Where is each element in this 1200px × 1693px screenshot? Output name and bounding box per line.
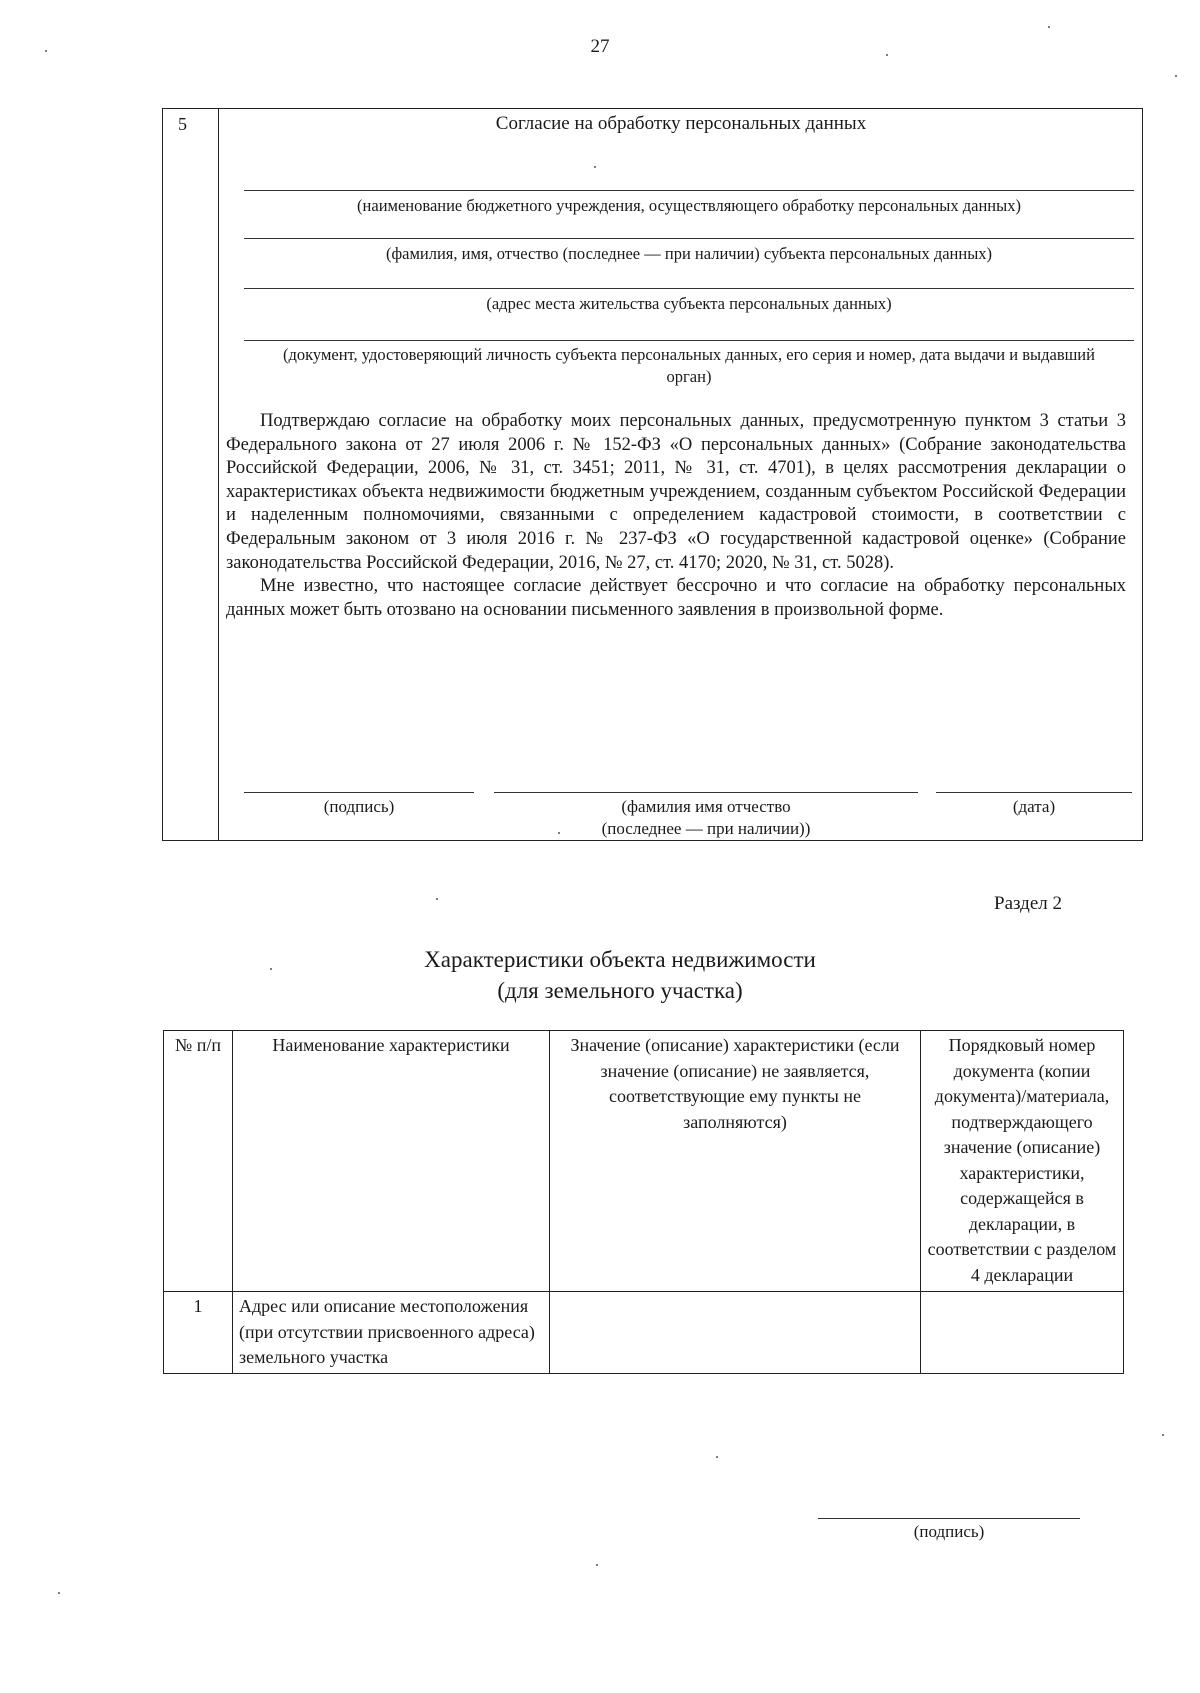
address-caption: (адрес места жительства субъекта персональных данных) [486,294,892,313]
full-name-caption-line2: (последнее — при наличии)) [601,819,811,838]
date-line [936,792,1132,793]
institution-fill-line [244,190,1134,191]
row-characteristic-value [550,1292,921,1374]
subject-name-caption: (фамилия, имя, отчество (последнее — при наличии) субъекта персональных данных) [385,244,993,263]
scan-speck [1175,75,1177,77]
scan-speck [1048,26,1050,28]
consent-paragraph: Подтверждаю согласие на обработку моих персональных данных, предусмотренную пунктом 3 статьи 3 Федерального закона от 27 июля 2006 г. № 152-ФЗ «О персональных данных» (Собрание законодательства Российской Федерации, 2006, № 31, ст. 3451; 2011, № 31, ст. 4701), в целях рассмотрения декларации о характеристиках объекта недвижимости бюджетным учреждением, созданным субъектом Российской Федерации и наделенным полномочиями, связанными с определением кадастровой стоимости, в соответствии с Федеральным законом от 3 июля 2016 г. № 237-ФЗ «О государственной кадастровой оценке» (Собрание законодательства Российской Федерации, 2016, № 27, ст. 4170; 2020, № 31, ст. 5028). [226,411,1126,573]
full-name-line [494,792,918,793]
scan-speck [594,166,596,168]
scan-speck [58,1592,60,1594]
bottom-signature-caption: (подпись) [913,1522,985,1541]
consent-title: Согласие на обработку персональных данных [495,113,867,134]
section-title [0,944,1200,1006]
scan-speck [270,968,272,970]
scan-speck [886,54,888,56]
section-label: Раздел 2 [994,893,1062,914]
header-number: № п/п [164,1031,233,1292]
consent-column-divider [218,108,219,841]
section-title-subtitle: (для земельного участка) [497,978,743,1003]
header-characteristic-value: Значение (описание) характеристики (если значение (описание) не заявляется, соответствующие ему пункты не заполняются) [550,1031,921,1292]
subject-name-fill-line [244,238,1134,239]
consent-text [226,410,1126,622]
id-document-caption: (документ, удостоверяющий личность субъекта персональных данных, его серия и номер, дата выдачи и выдавший орган) [283,345,1095,386]
scan-speck [436,898,438,900]
row-document-number [921,1292,1124,1374]
scan-speck [716,1456,718,1458]
page-number: 27 [590,36,610,57]
header-document-number: Порядковый номер документа (копии документа)/материала, подтверждающего значение (описание) характеристики, содержащейся в декларации, в соответствии с разделом 4 декларации [921,1031,1124,1292]
signature-caption: (подпись) [323,797,395,816]
characteristics-table [163,1030,1124,1374]
scan-speck [1162,1434,1164,1436]
signature-line [244,792,474,793]
table-row [164,1292,1124,1374]
bottom-signature-line [818,1518,1080,1519]
date-caption: (дата) [1012,797,1056,816]
scan-speck [596,1564,598,1566]
table-header-row [164,1031,1124,1292]
address-fill-line [244,288,1134,289]
consent-row-number: 5 [178,114,187,134]
scan-speck [558,832,560,834]
row-characteristic-name: Адрес или описание местоположения (при отсутствии присвоенного адреса) земельного участка [233,1292,550,1374]
section-title-main: Характеристики объекта недвижимости [424,947,816,972]
header-characteristic-name: Наименование характеристики [233,1031,550,1292]
consent-paragraph: Мне известно, что настоящее согласие действует бессрочно и что согласие на обработку персональных данных может быть отозвано на основании письменного заявления в произвольной форме. [226,576,1126,620]
full-name-caption-line1: (фамилия имя отчество [621,797,791,816]
institution-caption: (наименование бюджетного учреждения, осуществляющего обработку персональных данных) [357,196,1021,215]
scan-speck [45,50,47,52]
id-document-fill-line [244,340,1134,341]
row-number: 1 [164,1292,233,1374]
